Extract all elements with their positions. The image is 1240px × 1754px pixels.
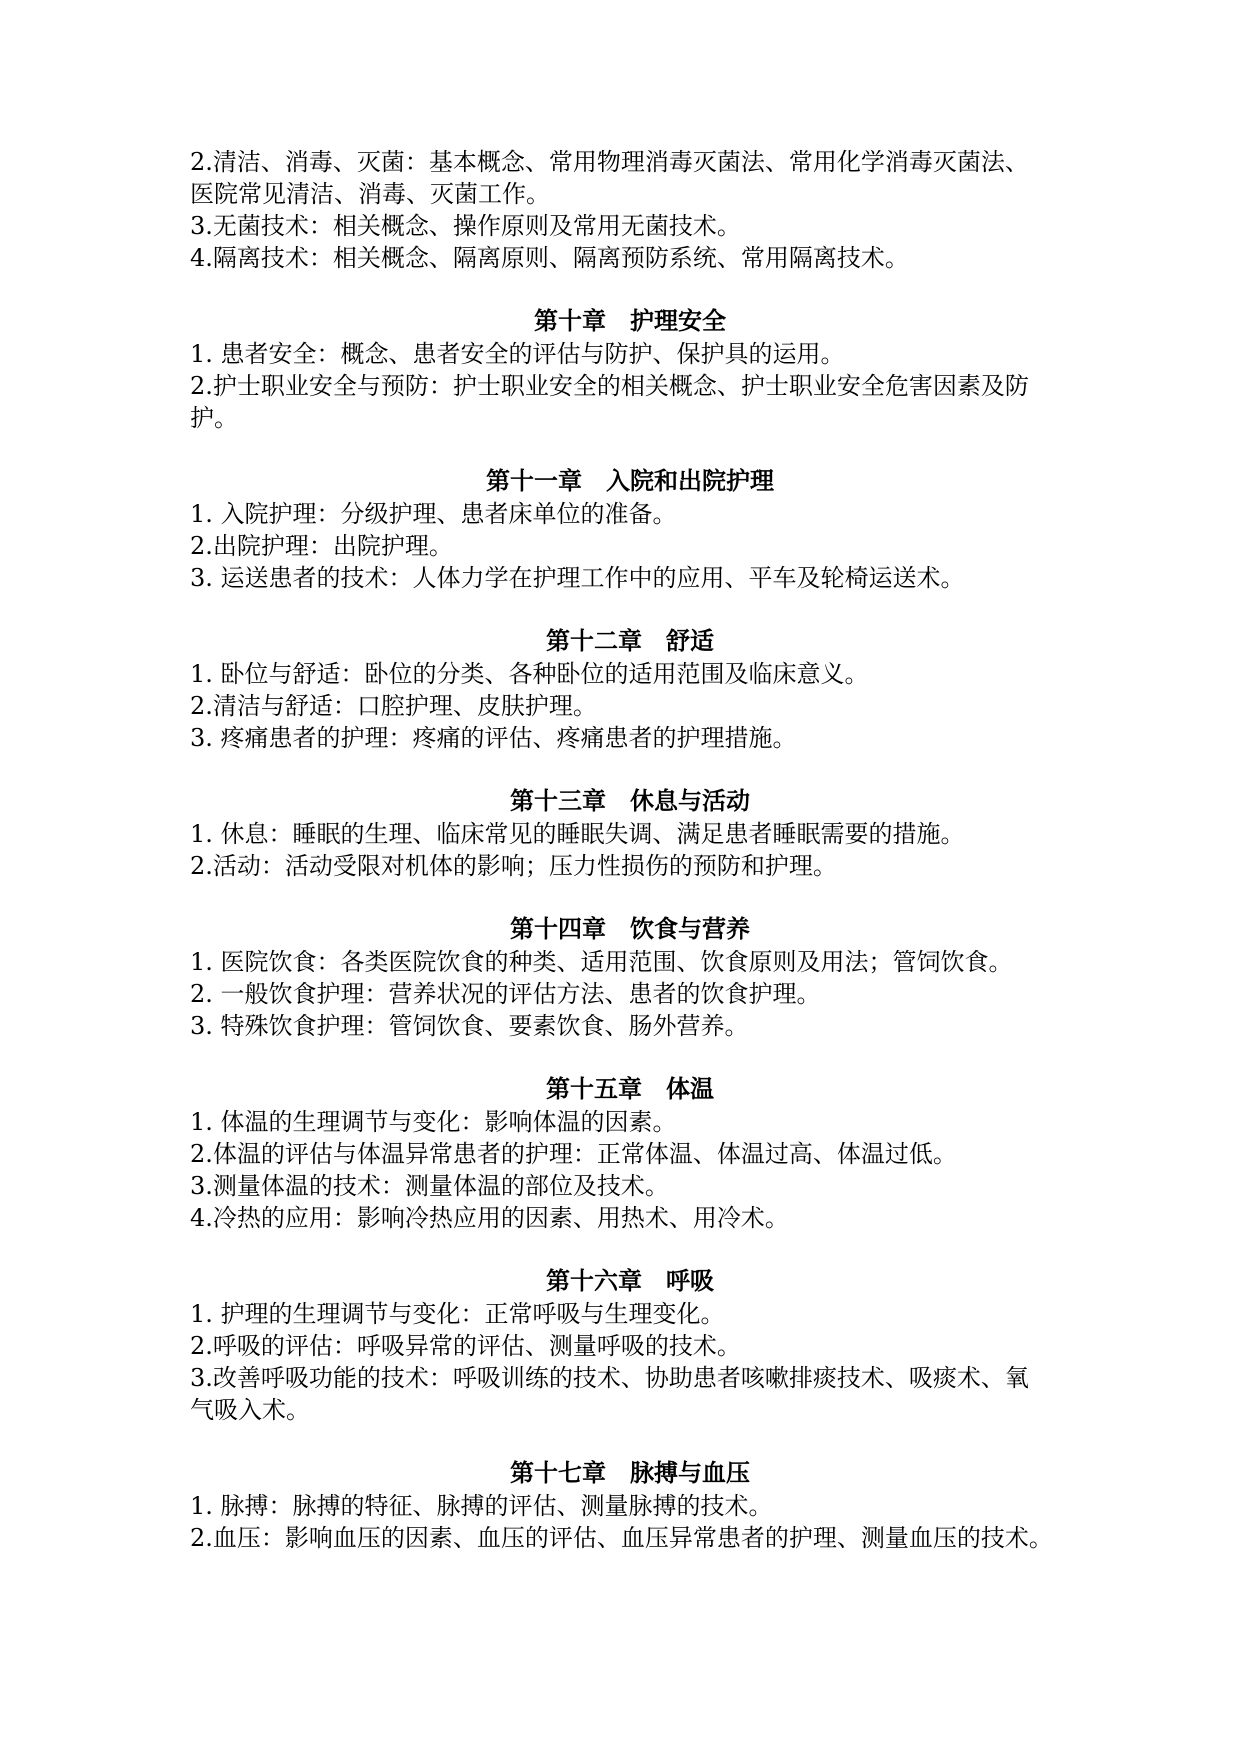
text-line: 2.清洁与舒适：口腔护理、皮肤护理。 xyxy=(190,692,597,720)
chapter-17 xyxy=(190,1456,1070,1554)
text-line: 3.测量体温的技术：测量体温的部位及技术。 xyxy=(190,1172,669,1200)
text-line: 2.体温的评估与体温异常患者的护理：正常体温、体温过高、体温过低。 xyxy=(190,1140,957,1168)
text-line: 3.改善呼吸功能的技术：呼吸训练的技术、协助患者咳嗽排痰技术、吸痰术、氧 xyxy=(190,1364,1029,1392)
text-line: 1. 体温的生理调节与变化：影响体温的因素。 xyxy=(190,1108,677,1136)
text-line: 2.护士职业安全与预防：护士职业安全的相关概念、护士职业安全危害因素及防 xyxy=(190,372,1029,400)
chapter-13 xyxy=(190,784,1070,882)
chapter-heading: 第十七章 脉搏与血压 xyxy=(510,1458,750,1487)
chapter-heading: 第十五章 体温 xyxy=(546,1074,714,1103)
text-line: 护。 xyxy=(190,404,238,432)
chapter-12 xyxy=(190,624,1070,754)
text-line: 2.出院护理：出院护理。 xyxy=(190,532,453,560)
chapter-heading: 第十一章 入院和出院护理 xyxy=(486,466,774,495)
document-page xyxy=(190,146,1070,1554)
chapter-14 xyxy=(190,912,1070,1042)
chapter-heading: 第十章 护理安全 xyxy=(534,306,726,335)
text-line: 气吸入术。 xyxy=(190,1396,310,1424)
chapter-15 xyxy=(190,1072,1070,1234)
chapter-heading: 第十六章 呼吸 xyxy=(546,1266,714,1295)
text-line: 1. 入院护理：分级护理、患者床单位的准备。 xyxy=(190,500,677,528)
text-line: 4.冷热的应用：影响冷热应用的因素、用热术、用冷术。 xyxy=(190,1204,789,1232)
chapter-heading: 第十三章 休息与活动 xyxy=(510,786,750,815)
text-line: 1. 休息：睡眠的生理、临床常见的睡眠失调、满足患者睡眠需要的措施。 xyxy=(190,820,965,848)
text-line: 3.无菌技术：相关概念、操作原则及常用无菌技术。 xyxy=(190,212,741,240)
chapter-11 xyxy=(190,464,1070,594)
text-line: 1. 卧位与舒适：卧位的分类、各种卧位的适用范围及临床意义。 xyxy=(190,660,869,688)
text-line: 3. 特殊饮食护理：管饲饮食、要素饮食、肠外营养。 xyxy=(190,1012,749,1040)
text-line: 1. 脉搏：脉搏的特征、脉搏的评估、测量脉搏的技术。 xyxy=(190,1492,773,1520)
chapter-16 xyxy=(190,1264,1070,1426)
chapter-heading: 第十四章 饮食与营养 xyxy=(510,914,750,943)
text-line: 医院常见清洁、消毒、灭菌工作。 xyxy=(190,180,550,208)
text-line: 4.隔离技术：相关概念、隔离原则、隔离预防系统、常用隔离技术。 xyxy=(190,244,909,272)
text-line: 2.血压：影响血压的因素、血压的评估、血压异常患者的护理、测量血压的技术。 xyxy=(190,1524,1053,1552)
text-line: 3. 疼痛患者的护理：疼痛的评估、疼痛患者的护理措施。 xyxy=(190,724,797,752)
text-line: 1. 护理的生理调节与变化：正常呼吸与生理变化。 xyxy=(190,1300,725,1328)
text-line: 2.呼吸的评估：呼吸异常的评估、测量呼吸的技术。 xyxy=(190,1332,741,1360)
text-line: 2.清洁、消毒、灭菌：基本概念、常用物理消毒灭菌法、常用化学消毒灭菌法、 xyxy=(190,148,1029,176)
chapter-10 xyxy=(190,304,1070,434)
text-line: 3. 运送患者的技术：人体力学在护理工作中的应用、平车及轮椅运送术。 xyxy=(190,564,965,592)
text-line: 1. 患者安全：概念、患者安全的评估与防护、保护具的运用。 xyxy=(190,340,845,368)
text-line: 2.活动：活动受限对机体的影响；压力性损伤的预防和护理。 xyxy=(190,852,837,880)
text-line: 1. 医院饮食：各类医院饮食的种类、适用范围、饮食原则及用法；管饲饮食。 xyxy=(190,948,1013,976)
text-line: 2. 一般饮食护理：营养状况的评估方法、患者的饮食护理。 xyxy=(190,980,821,1008)
continuation-section xyxy=(190,146,1070,274)
chapter-heading: 第十二章 舒适 xyxy=(546,626,714,655)
